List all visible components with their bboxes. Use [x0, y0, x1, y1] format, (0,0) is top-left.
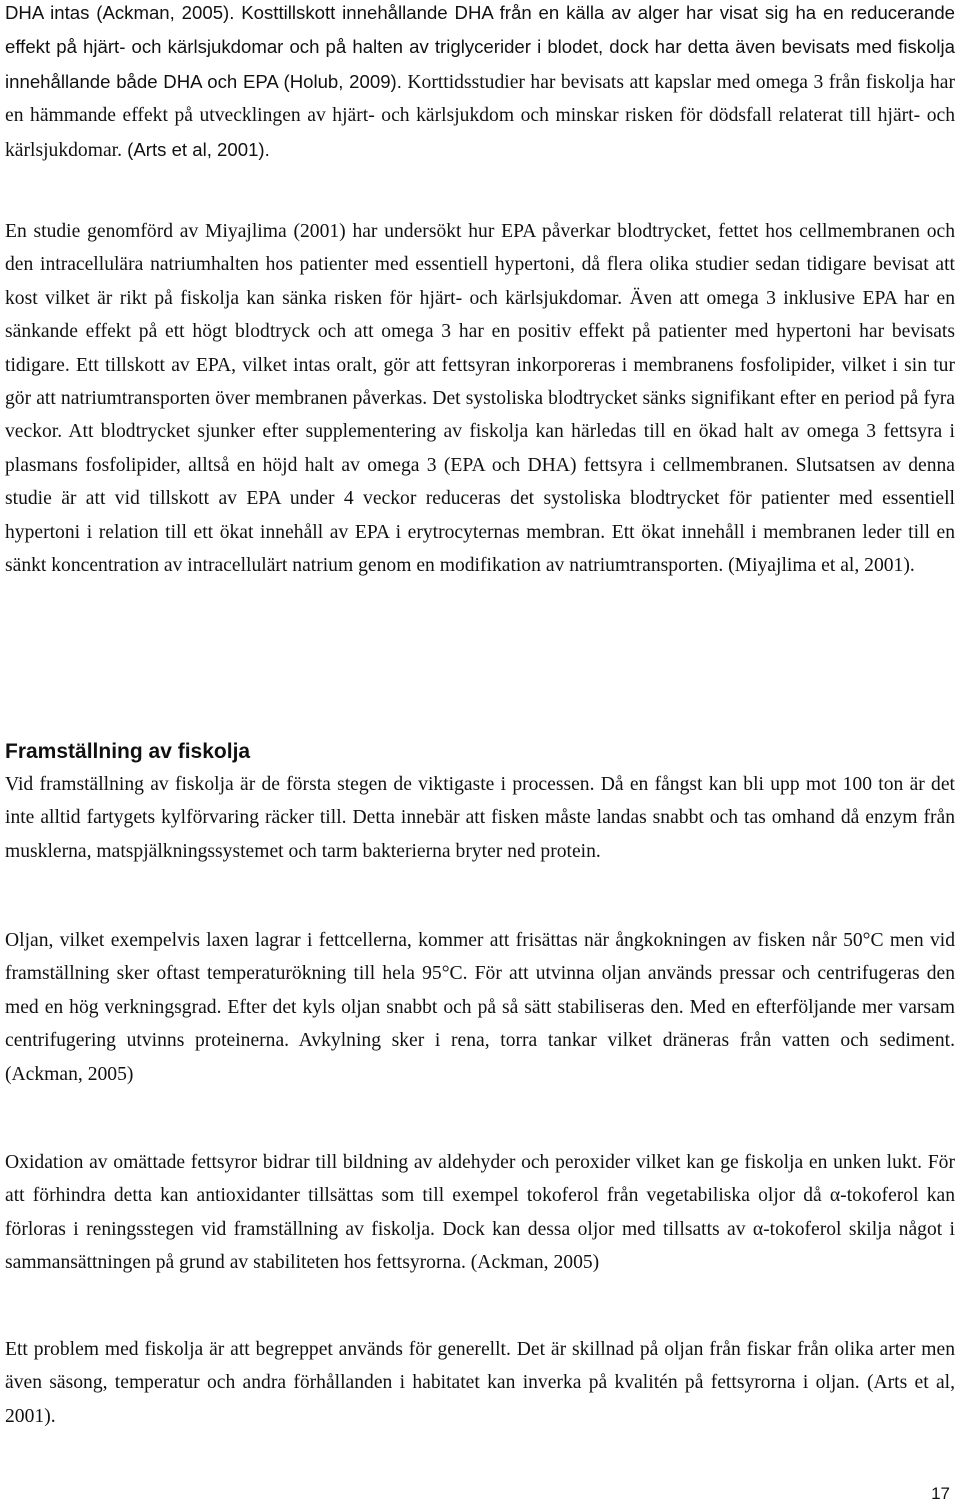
- paragraph-omega3-effects: [5, 0, 955, 167]
- paragraph-quality-problem: Ett problem med fiskolja är att begreppet används för generellt. Det är skillnad på oljan från fiskar från olika arter men även säsong, temperatur och andra förhållanden i habitatet kan inverka på kvalitén på fettsyrorna i oljan. (Arts et al, 2001).: [5, 1339, 955, 1427]
- section-heading: Framställning av fiskolja: [5, 740, 251, 763]
- page-number: 17: [931, 1484, 950, 1503]
- paragraph-omega3-body: Korttidsstudier har bevisats att kapslar med omega 3 från fiskolja har en hämmande effekt på utvecklingen av hjärt- och kärlsjukdom och minskar risken för dödsfall relaterat till hjärt- och kärlsjukdomar.: [5, 71, 955, 161]
- paragraph-oxidation: Oxidation av omättade fettsyror bidrar till bildning av aldehyder och peroxider vilket kan ge fiskolja en unken lukt. För att förhindra detta kan antioxidanter tillsättas som till exempel tokoferol från vegetabiliska oljor då α-tokoferol kan förloras i reningsstegen vid framställning av fiskolja. Dock kan dessa oljor med tillsatts av α-tokoferol skilja något i sammansättningen på grund av stabiliteten hos fettsyrorna. (Ackman, 2005): [5, 1152, 955, 1274]
- paragraph-oil-extraction: Oljan, vilket exempelvis laxen lagrar i fettcellerna, kommer att frisättas när ångkokningen av fisken når 50°C men vid framställning sker oftast temperaturökning till hela 95°C. För att utvinna oljan används pressar och centrifugeras den med en hög verkningsgrad. Efter det kyls oljan snabbt och på så sätt stabiliseras den. Med en efterföljande mer varsam centrifugering utvinns proteinerna. Avkylning sker i rena, torra tankar vilket dräneras från vatten och sediment. (Ackman, 2005): [5, 930, 955, 1085]
- paragraph-production-steps: Vid framställning av fiskolja är de första stegen de viktigaste i processen. Då en fångst kan bli upp mot 100 ton är det inte alltid fartygets kylförvaring räcker till. Detta innebär att fisken måste landas snabbt och tas omhand då enzym från musklerna, matspjälkningssystemet och tarm bakterierna bryter ned protein.: [5, 774, 955, 862]
- paragraph-omega3-citation: (Arts et al, 2001).: [122, 138, 270, 160]
- paragraph-miyajlima-study: En studie genomförd av Miyajlima (2001) har undersökt hur EPA påverkar blodtrycket, fettet hos cellmembranen och den intracellulära natriumhalten hos patienter med essentiell hypertoni, då flera olika studier sedan tidigare bevisat att kost vilket är rikt på fiskolja kan sänka risken för hjärt- och kärlsjukdomar. Även att omega 3 inklusive EPA har en sänkande effekt på ett högt blodtryck och att omega 3 har en positiv effekt på patienter med hypertoni har bevisats tidigare. Ett tillskott av EPA, vilket intas oralt, gör att fettsyran inkorporeras i membranens fosfolipider, vilket i sin tur gör att natriumtransporten över membranen påverkas. Det systoliska blodtrycket sänks signifikant efter en period på fyra veckor. Att blodtrycket sjunker efter supplementering av fiskolja kan härledas till en ökad halt av omega 3 fettsyra i plasmans fosfolipider, alltså en höjd halt av omega 3 (EPA och DHA) fettsyra i cellmembranen. Slutsatsen av denna studie är att vid tillskott av EPA under 4 veckor reduceras det systoliska blodtrycket för patienter med essentiell hypertoni i relation till ett ökat innehåll av EPA i erytrocyternas membran. Ett ökat innehåll i membranen leder till en sänkt koncentration av intracellulärt natrium genom en modifikation av natriumtransporten. (Miyajlima et al, 2001).: [5, 221, 955, 577]
- paragraph-omega3-lead: DHA intas (Ackman, 2005). Kosttillskott innehållande DHA från en källa av alger har visat sig ha en reducerande effekt på hjärt- och kärlsjukdomar och på halten av triglycerider i blodet, dock har detta även bevisats med fiskolja innehållande både DHA och EPA (Holub, 2009).: [5, 2, 955, 92]
